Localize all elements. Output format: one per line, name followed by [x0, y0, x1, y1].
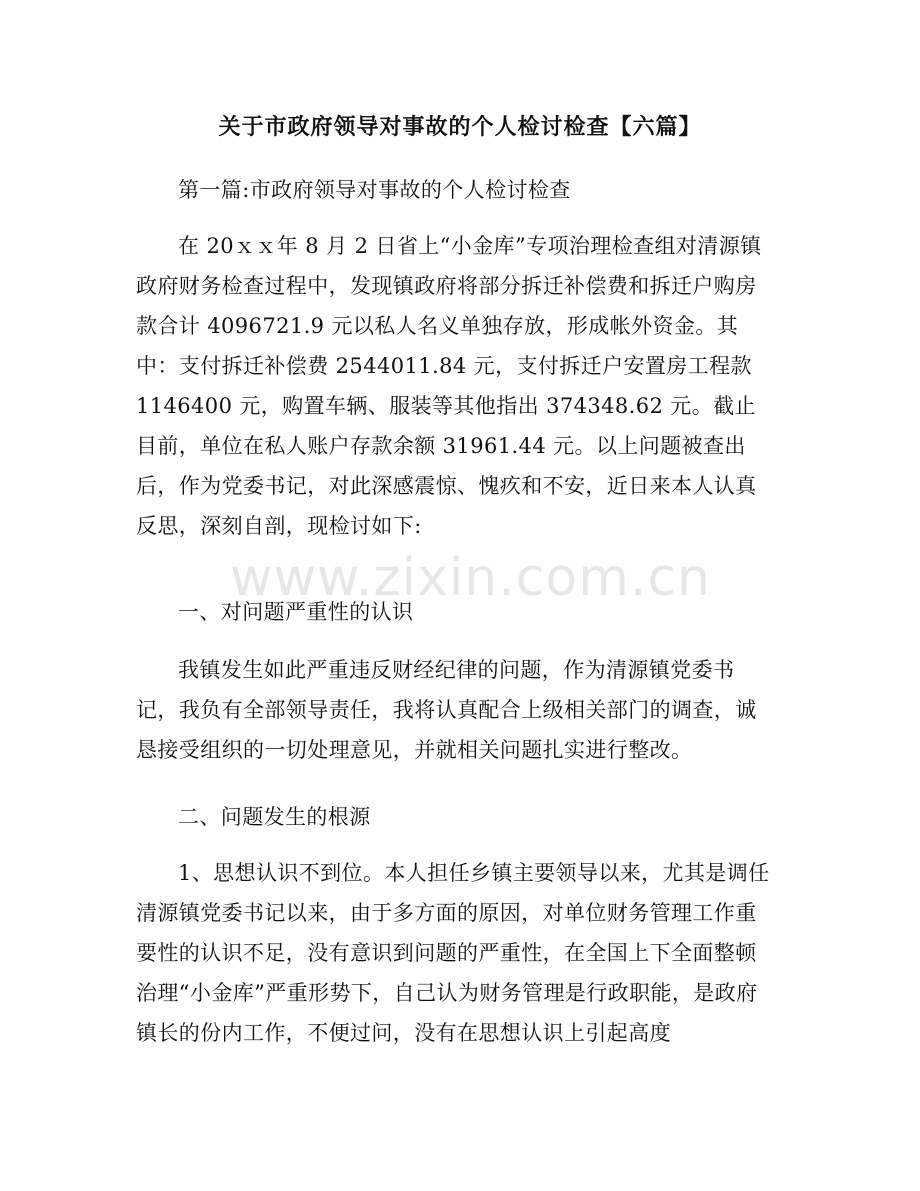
section-heading-one: 一、对问题严重性的认识 [178, 600, 414, 624]
section-heading-two: 二、问题发生的根源 [178, 805, 371, 829]
section-two-paragraph: 1、思想认识不到位。本人担任乡镇主要领导以来，尤其是调任清源镇党委书记以来，由于多方面的原因，对单位财务管理工作重要性的认识不足，没有意识到问题的严重性，在全国上下全面整顿治理“小金库”严重形势下，自己认为财务管理是行政职能，是政府镇长的份内工作，不便过问，没有在思想认识上引起高度 [136, 861, 770, 1045]
watermark-text: www.zixin.com.cn [230, 548, 711, 608]
document-title: 关于市政府领导对事故的个人检讨检查【六篇】 [218, 114, 702, 140]
intro-paragraph: 在 20ｘｘ年 8 月 2 日省上“小金库”专项治理检查组对清源镇政府财务检查过程中，发现镇政府将部分拆迁补偿费和拆迁户购房款合计 4096721.9 元以私人名义单独存放，形成帐外资金。其中：支付拆迁补偿费 2544011.84 元，支付拆迁户安置房工程款 1146400 元，购置车辆、服装等其他指出 374348.62 元。截止目前，单位在私人账户存款余额 31961.44 元。以上问题被查出后，作为党委书记，对此深感震惊、愧疚和不安，近日来本人认真反思，深刻自剖，现检讨如下: [136, 234, 762, 538]
section-one-paragraph: 我镇发生如此严重违反财经纪律的问题，作为清源镇党委书记，我负有全部领导责任，我将认真配合上级相关部门的调查，诚恳接受组织的一切处理意见，并就相关问题扎实进行整改。 [136, 658, 757, 762]
first-article-heading: 第一篇:市政府领导对事故的个人检讨检查 [178, 178, 571, 202]
